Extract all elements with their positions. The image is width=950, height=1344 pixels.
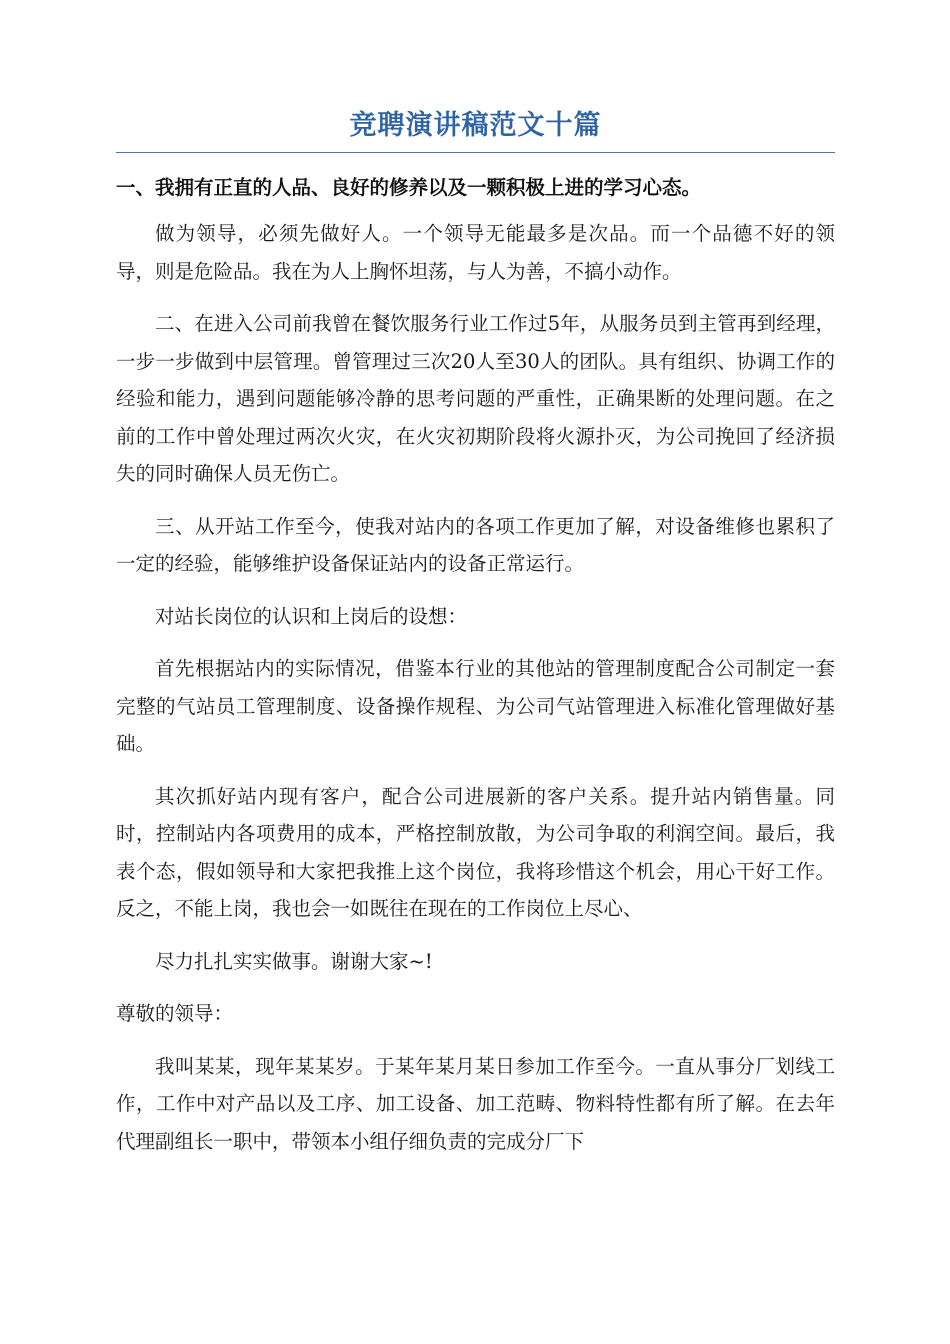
paragraph-7: 尽力扎扎实实做事。谢谢大家~! (155, 949, 433, 973)
paragraph-5: 首先根据站内的实际情况，借鉴本行业的其他站的管理制度配合公司制定一套完整的气站员工管理制度、设备操作规程、为公司气站管理进入标准化管理做好基础。 (116, 657, 835, 755)
document-page (116, 108, 835, 1160)
paragraph-3: 三、从开站工作至今，使我对站内的各项工作更加了解，对设备维修也累积了一定的经验，能够维护设备保证站内的设备正常运行。 (116, 514, 835, 575)
paragraph-8: 我叫某某，现年某某岁。于某年某月某日参加工作至今。一直从事分厂划线工作，工作中对产品以及工序、加工设备、加工范畴、物料特性都有所了解。在去年代理副组长一职中，带领本小组仔细负责的完成分厂下 (116, 1054, 835, 1153)
title-underline (116, 152, 835, 153)
paragraph-2: 二、在进入公司前我曾在餐饮服务行业工作过5年，从服务员到主管再到经理，一步一步做到中层管理。曾管理过三次20人至30人的团队。具有组织、协调工作的经验和能力，遇到问题能够冷静的思考问题的严重性，正确果断的处理问题。在之前的工作中曾处理过两次火灾，在火灾初期阶段将火源扑灭，为公司挽回了经济损失的同时确保人员无伤亡。 (116, 312, 835, 485)
paragraph-4: 对站长岗位的认识和上岗后的设想： (155, 604, 468, 628)
paragraph-1: 做为领导，必须先做好人。一个领导无能最多是次品。而一个品德不好的领导，则是危险品。我在为人上胸怀坦荡，与人为善，不搞小动作。 (116, 222, 835, 283)
section-heading: 一、我拥有正直的人品、良好的修养以及一颗积极上进的学习心态。 (116, 176, 702, 199)
salutation: 尊敬的领导： (116, 1002, 234, 1025)
paragraph-6: 其次抓好站内现有客户，配合公司进展新的客户关系。提升站内销售量。同时，控制站内各项费用的成本，严格控制放散，为公司争取的利润空间。最后，我表个态，假如领导和大家把我推上这个岗位，我将珍惜这个机会，用心干好工作。反之，不能上岗，我也会一如既往在现在的工作岗位上尽心、 (116, 784, 835, 920)
document-title: 竞聘演讲稿范文十篇 (349, 110, 602, 141)
